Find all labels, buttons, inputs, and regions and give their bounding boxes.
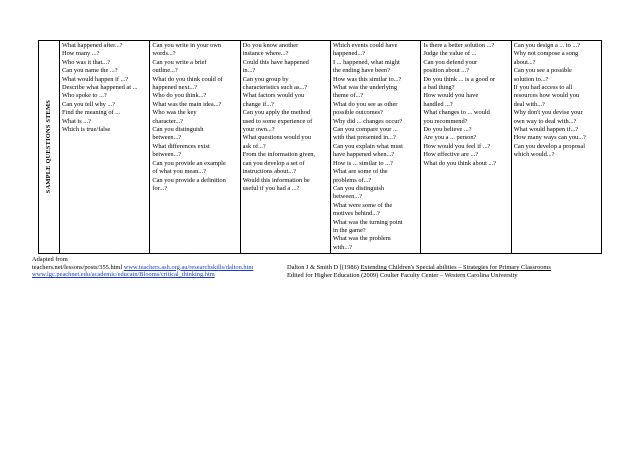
question-line: used to some experience of	[242, 117, 313, 125]
question-line: Why did ... changes occur?	[332, 117, 403, 125]
question-line: theme of...?	[332, 92, 364, 100]
question-line: your own...?	[242, 126, 275, 134]
question-line: Can you name the ...?	[62, 67, 118, 75]
column-analysis	[330, 41, 420, 254]
column-comprehension	[150, 41, 240, 254]
question-line: Who was it that...?	[62, 58, 110, 66]
question-line: between...?	[152, 134, 182, 142]
question-line: Can you compare your ...	[332, 126, 398, 134]
question-line: Who spoke to ...?	[62, 92, 107, 100]
citation-title: Extending Children's Special abilities – Strategies for Primary Classrooms	[360, 264, 551, 271]
question-line: about...?	[513, 58, 536, 66]
question-line: Could this have happened	[242, 58, 309, 66]
question-line: Find the meaning of ...	[62, 109, 121, 117]
question-line: How effective are ...?	[423, 151, 479, 159]
question-line: Can you write a brief	[152, 58, 207, 66]
question-line: What was the underlying	[332, 84, 398, 92]
question-line: possible outcomes?	[332, 109, 383, 117]
question-line: Do you think ... is a good or	[423, 75, 496, 83]
source-link-dalton[interactable]: www.teachers.ash.org.au/researchskills/dalton.htm	[123, 263, 254, 271]
question-line: What was the turning point	[332, 218, 403, 226]
question-line: character...?	[152, 117, 184, 125]
citation	[287, 264, 551, 279]
question-line: in the game?	[332, 226, 366, 234]
question-line: position about ...?	[423, 67, 469, 75]
question-line: own way to deal with...?	[513, 117, 577, 125]
citation-line-1	[287, 264, 551, 272]
question-line: How would you feel if ...?	[423, 142, 491, 150]
question-line: From the information given,	[242, 151, 316, 159]
source-link-blooms[interactable]: www.lgc.peachnet.edu/academic/educatn/Blooms/critical_thinking.htm	[32, 271, 215, 279]
question-line: Which is true/false	[62, 126, 111, 134]
question-line: Can you develop a proposal	[513, 142, 585, 150]
question-line: Who do you think...?	[152, 92, 207, 100]
question-line: instance where...?	[242, 50, 289, 58]
question-line: with...?	[332, 243, 352, 251]
question-line: Can you apply the method	[242, 109, 311, 117]
source-line-2	[32, 271, 253, 279]
question-line: How many ...?	[62, 50, 100, 58]
question-line: Who was the key	[152, 109, 197, 117]
adapted-from: Adapted from	[32, 256, 68, 263]
column-knowledge	[60, 41, 150, 254]
side-label: SAMPLE QUESTIONS STEMS	[44, 100, 52, 194]
column-evaluation	[421, 41, 511, 254]
question-line: have happened when...?	[332, 151, 395, 159]
column-application	[240, 41, 330, 254]
question-line: a bad thing?	[423, 84, 455, 92]
question-line: Describe what happened at ...	[62, 84, 138, 92]
question-line: Why don't you devise your	[513, 109, 583, 117]
question-line: useful if you had a ...?	[242, 184, 300, 192]
source-plain-url: teachers.net/lessons/posts/355.html	[32, 263, 123, 271]
question-line: characteristics such as...?	[242, 84, 308, 92]
question-line: Judge the value of ...	[423, 50, 477, 58]
question-line: How is ... similar to ...?	[332, 159, 393, 167]
question-line: solution to...?	[513, 75, 549, 83]
question-line: resources how would you	[513, 92, 580, 100]
question-line: What do you think about ...?	[423, 159, 497, 167]
question-line: Can you see a possible	[513, 67, 572, 75]
question-line: ask of...?	[242, 142, 266, 150]
question-line: happened...?	[332, 50, 366, 58]
question-line: Would this information be	[242, 176, 310, 184]
question-line: Can you write in your own	[152, 42, 222, 49]
question-line: What do you see as other	[332, 100, 398, 108]
question-line: you recommend?	[423, 117, 468, 125]
question-line: What happened after...?	[62, 42, 123, 49]
question-line: Do you believe ...?	[423, 126, 472, 134]
question-line: I ... happened, what might	[332, 58, 400, 66]
question-line: What was the problem	[332, 235, 391, 243]
question-line: How was this similar to...?	[332, 75, 402, 83]
question-line: for...?	[152, 184, 168, 192]
question-line: change if...?	[242, 100, 274, 108]
question-line: Are you a ... person?	[423, 134, 477, 142]
side-label-cell	[39, 41, 60, 254]
question-line: handled ...?	[423, 100, 453, 108]
question-line: Can you tell why ...?	[62, 100, 116, 108]
question-line: What is ...?	[62, 117, 91, 125]
citation-line-2: Edited for Higher Education (2009) Coulter Faculty Center – Western Carolina University	[287, 271, 518, 279]
question-line: What do you think could of	[152, 75, 223, 83]
question-line: What questions would you	[242, 134, 311, 142]
question-line: How many ways can you...?	[513, 134, 586, 142]
question-line: Why not compose a song	[513, 50, 579, 58]
question-line: can you develop a set of	[242, 159, 305, 167]
question-line: words...?	[152, 50, 176, 58]
citation-authors: Dalton J & Smith D [(1986)	[287, 264, 359, 271]
column-synthesis	[511, 41, 601, 254]
table-row	[39, 41, 602, 254]
question-line: the ending have been?	[332, 67, 390, 75]
question-line: How would you have	[423, 92, 479, 100]
question-line: Can you distinguish	[152, 126, 204, 134]
question-line: What was the main idea...?	[152, 100, 222, 108]
source-line-1	[32, 264, 253, 272]
question-line: in...?	[242, 67, 256, 75]
source-notes	[32, 256, 253, 279]
question-line: instructions about...?	[242, 168, 296, 176]
question-line: Can you design a ... to ...?	[513, 42, 581, 49]
question-line: happened next...?	[152, 84, 198, 92]
question-line: What would happen if...?	[513, 126, 579, 134]
question-line: of what you mean...?	[152, 168, 206, 176]
question-line: What differences exist	[152, 142, 210, 150]
question-line: between...?	[152, 151, 182, 159]
question-line: Do you know another	[242, 42, 299, 49]
question-line: Can you distinguish	[332, 184, 385, 192]
question-line: Is there a better solution ...?	[423, 42, 495, 49]
question-line: Can you provide a definition	[152, 176, 226, 184]
question-line: motives behind...?	[332, 210, 380, 218]
question-line: Can you explain what must	[332, 142, 403, 150]
question-line: What changes to ... would	[423, 109, 490, 117]
question-line: What factors would you	[242, 92, 305, 100]
question-line: Can you provide an example	[152, 159, 226, 167]
question-line: What would happen if ...?	[62, 75, 129, 83]
question-line: Can you group by	[242, 75, 289, 83]
question-line: Which events could have	[332, 42, 398, 49]
question-line: which would...?	[513, 151, 555, 159]
question-line: problems of...?	[332, 176, 372, 184]
question-line: outline...?	[152, 67, 178, 75]
question-line: between...?	[332, 193, 362, 201]
question-line: What are some of the	[332, 168, 388, 176]
question-line: If you had access to all	[513, 84, 573, 92]
question-line: What were some of the	[332, 201, 393, 209]
question-line: Can you defend your	[423, 58, 478, 66]
question-line: deal with...?	[513, 100, 545, 108]
question-line: with that presented in...?	[332, 134, 396, 142]
question-stems-table	[38, 40, 602, 254]
